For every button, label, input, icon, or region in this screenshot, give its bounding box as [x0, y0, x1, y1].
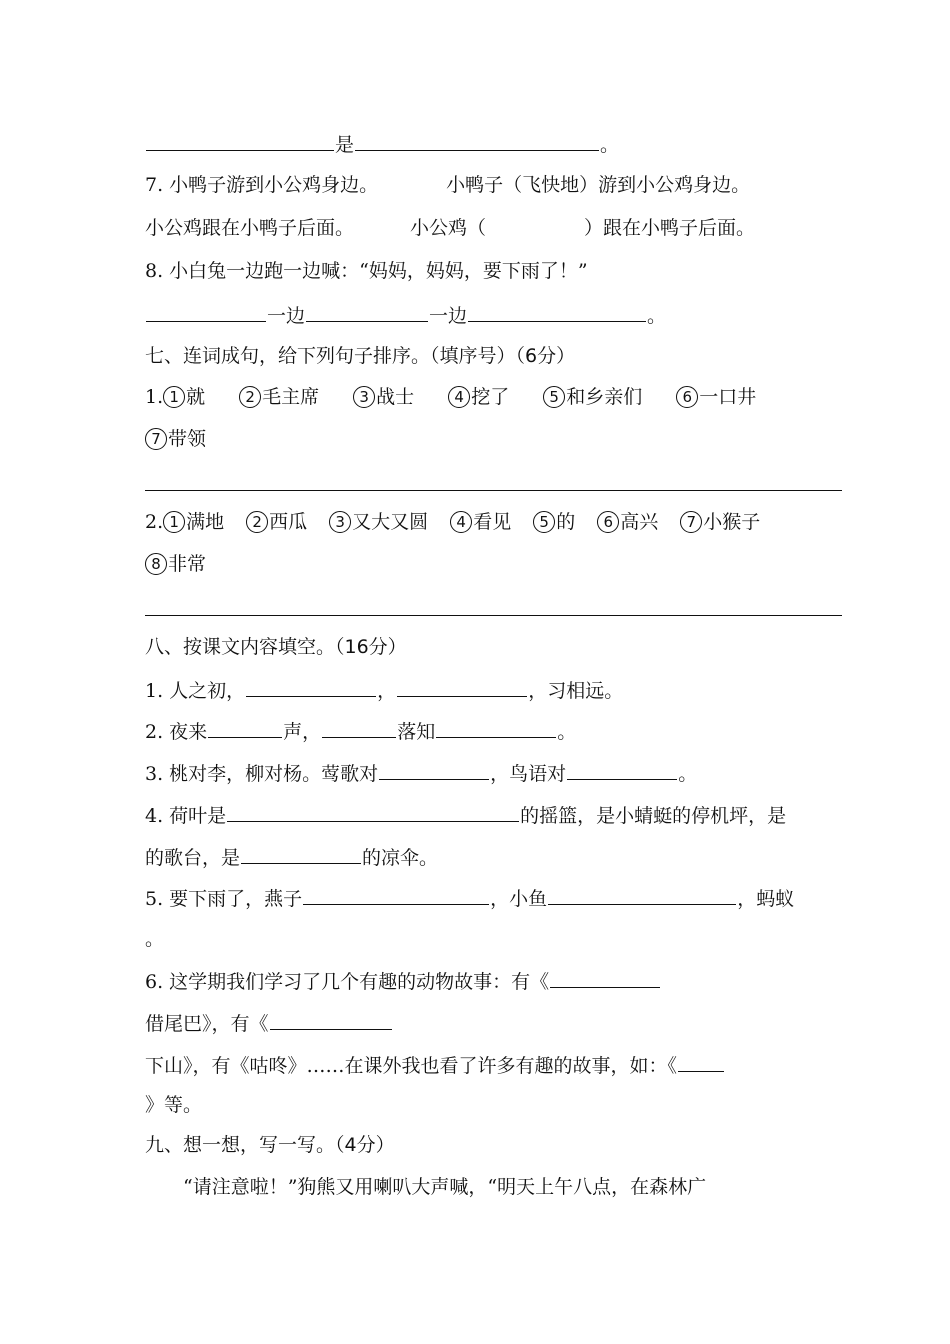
circled-number: 4 [450, 511, 472, 533]
text: 的歌台，是 [145, 847, 241, 869]
text: 8. 小白兔一边跑一边喊：“妈妈，妈妈，要下雨了！” [145, 260, 588, 282]
answer-blank[interactable] [208, 717, 282, 738]
answer-blank[interactable] [468, 301, 646, 322]
word-option [163, 384, 205, 410]
text: 借尾巴》，有《 [145, 1013, 269, 1035]
s8-q5-line2 [145, 926, 164, 952]
answer-blank[interactable] [322, 717, 396, 738]
word: 看见 [473, 511, 512, 533]
answer-blank[interactable] [227, 801, 519, 822]
answer-blank[interactable] [306, 301, 428, 322]
word-option [448, 384, 509, 410]
circled-number: 8 [145, 553, 167, 575]
text: 2. 夜来 [145, 721, 208, 743]
text: 。 [678, 763, 698, 785]
text: 。 [557, 721, 577, 743]
s7-q1-row2 [145, 426, 240, 452]
circled-number: 1 [163, 386, 185, 408]
text: ，蚂蚁 [737, 888, 795, 910]
answer-blank[interactable] [270, 1009, 392, 1030]
word: 的 [556, 511, 576, 533]
q8-fill-line [145, 301, 666, 329]
word: 小猴子 [703, 511, 761, 533]
word-option [163, 509, 224, 535]
text: 下山》，有《咕咚》……在课外我也看了许多有趣的故事，如：《 [145, 1055, 678, 1077]
word-option [353, 384, 414, 410]
word: 又大又圆 [352, 511, 429, 533]
word: 和乡亲们 [566, 386, 643, 408]
circled-number: 6 [676, 386, 698, 408]
circled-number: 2 [239, 386, 261, 408]
fill-line-shi [145, 130, 619, 158]
s8-q1 [145, 676, 623, 704]
text: 》等。 [145, 1094, 203, 1116]
answer-blank[interactable] [436, 717, 556, 738]
word-option [680, 509, 760, 535]
text: ， [377, 680, 397, 702]
word: 战士 [376, 386, 415, 408]
text: 。 [145, 928, 165, 950]
text: 是 [335, 134, 355, 156]
text: 5. 要下雨了，燕子 [145, 888, 303, 910]
text: 小公鸡（ [410, 217, 487, 239]
circled-number: 5 [543, 386, 565, 408]
s7-q1-row1 [145, 384, 790, 410]
answer-blank[interactable] [146, 130, 334, 151]
text: 的凉伞。 [362, 847, 439, 869]
circled-number: 2 [246, 511, 268, 533]
answer-blank[interactable] [355, 130, 599, 151]
text: 小公鸡跟在小鸭子后面。 [145, 217, 355, 239]
q7-line-b [145, 215, 755, 241]
text: ）跟在小鸭子后面。 [584, 217, 756, 239]
section-8-title: 八、按课文内容填空。（16分） [145, 636, 407, 658]
answer-blank[interactable] [303, 884, 489, 905]
s7-q2-row2 [145, 551, 240, 577]
s8-q6-line1 [145, 967, 661, 995]
word: 挖了 [471, 386, 510, 408]
text: ，小鱼 [490, 888, 548, 910]
text: 。 [647, 305, 667, 327]
word-option [145, 551, 206, 577]
text: ，习相远。 [528, 680, 624, 702]
word-option [450, 509, 511, 535]
answer-blank[interactable] [379, 759, 489, 780]
s8-q4-line2 [145, 843, 438, 871]
s9-paragraph: “请注意啦！”狗熊又用喇叭大声喊，“明天上午八点，在森林广 [183, 1176, 707, 1198]
answer-blank[interactable] [548, 884, 736, 905]
circled-number: 1 [163, 511, 185, 533]
s8-q6-line2 [145, 1009, 393, 1037]
word: 满地 [186, 511, 225, 533]
word-option [543, 384, 642, 410]
circled-number: 5 [533, 511, 555, 533]
answer-blank[interactable] [550, 967, 660, 988]
s8-q5-line1 [145, 884, 794, 912]
section-7-title: 七、连词成句，给下列句子排序。（填序号）（6分） [145, 345, 576, 367]
section-9-title: 九、想一想，写一写。（4分） [145, 1134, 395, 1156]
text: 一边 [429, 305, 468, 327]
q7-line-a [145, 172, 750, 198]
text: ，鸟语对 [490, 763, 567, 785]
word: 一口井 [699, 386, 757, 408]
word-option [145, 426, 206, 452]
circled-number: 3 [353, 386, 375, 408]
word-option [676, 384, 756, 410]
answer-blank[interactable] [678, 1051, 724, 1072]
circled-number: 7 [145, 428, 167, 450]
answer-blank[interactable] [146, 301, 266, 322]
word: 西瓜 [269, 511, 308, 533]
text: 的摇篮，是小蜻蜓的停机坪，是 [520, 805, 787, 827]
answer-blank[interactable] [241, 843, 361, 864]
text: 4. 荷叶是 [145, 805, 227, 827]
word-option [239, 384, 319, 410]
text: 3. 桃对李，柳对杨。莺歌对 [145, 763, 379, 785]
circled-number: 3 [329, 511, 351, 533]
text: 落知 [397, 721, 436, 743]
text: 。 [600, 134, 620, 156]
answer-blank[interactable] [397, 676, 527, 697]
s8-q6-line3 [145, 1051, 725, 1079]
circled-number: 6 [597, 511, 619, 533]
text: 一边 [267, 305, 306, 327]
text: 7. 小鸭子游到小公鸡身边。 [145, 174, 379, 196]
s8-q4-line1 [145, 801, 786, 829]
answer-blank[interactable] [567, 759, 677, 780]
s7-q2-row1 [145, 509, 760, 535]
text: 1. 人之初， [145, 680, 246, 702]
word-option [329, 509, 428, 535]
s8-q3 [145, 759, 697, 787]
circled-number: 7 [680, 511, 702, 533]
q8-prompt [145, 258, 588, 284]
text: 声， [283, 721, 322, 743]
answer-line-q2[interactable] [145, 615, 842, 616]
circled-number: 4 [448, 386, 470, 408]
word: 就 [186, 386, 206, 408]
word-option [246, 509, 307, 535]
word: 高兴 [620, 511, 659, 533]
answer-line-q1[interactable] [145, 490, 842, 491]
answer-blank[interactable] [246, 676, 376, 697]
s8-q6-line4 [145, 1092, 202, 1118]
word: 毛主席 [262, 386, 320, 408]
word: 带领 [168, 428, 207, 450]
s8-q2 [145, 717, 576, 745]
word-option [597, 509, 658, 535]
text: 小鸭子（飞快地）游到小公鸡身边。 [446, 174, 751, 196]
text: 6. 这学期我们学习了几个有趣的动物故事：有《 [145, 971, 550, 993]
word: 非常 [168, 553, 207, 575]
question-number: 2. [145, 511, 164, 533]
question-number: 1. [145, 386, 164, 408]
word-option [533, 509, 575, 535]
